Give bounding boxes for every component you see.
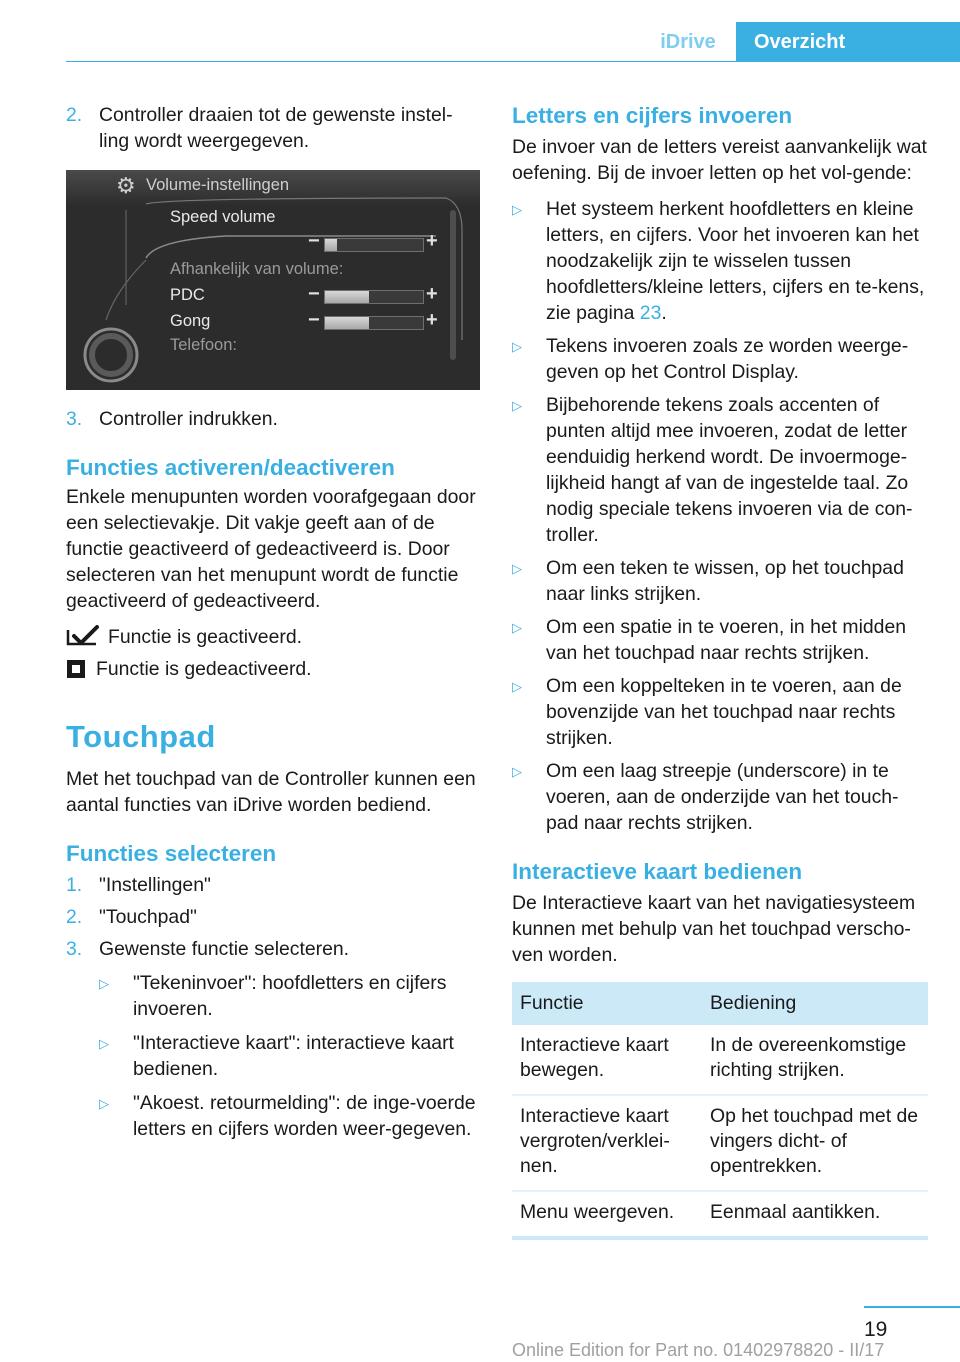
speed-volume-label: Speed volume	[170, 208, 276, 226]
page-number: 19	[864, 1318, 888, 1341]
list-item-text: Om een teken te wissen, op het touchpad naar links strijken.	[546, 557, 904, 605]
step-number: 2.	[66, 906, 83, 928]
triangle-right-icon: ▷	[512, 398, 522, 413]
letters-rules-list	[512, 196, 930, 836]
screen-decor	[66, 170, 480, 390]
list-item-text: Om een koppelteken in te voeren, aan de bovenzijde van het touchpad naar rechts strijken.	[546, 675, 902, 749]
triangle-right-icon: ▷	[99, 976, 109, 991]
control-display-screenshot	[66, 170, 480, 390]
step-item	[66, 102, 478, 154]
table-bottom-rule	[512, 1236, 928, 1240]
list-item	[512, 614, 930, 666]
header-section: iDrive	[660, 30, 716, 53]
step-item	[66, 936, 478, 962]
triangle-right-icon: ▷	[512, 764, 522, 779]
triangle-right-icon: ▷	[512, 202, 522, 217]
list-item	[512, 673, 930, 751]
gong-label: Gong	[170, 312, 211, 330]
gear-icon: ⚙	[116, 173, 136, 198]
step-text: Controller draaien tot de gewenste instel-ling wordt weergegeven.	[99, 104, 453, 152]
table-header-cell: Functie	[512, 982, 702, 1025]
list-item	[99, 1090, 478, 1142]
table-cell: Interactieve kaart vergroten/verklei-nen.	[512, 1095, 702, 1191]
step-text: "Touchpad"	[99, 906, 197, 928]
telefoon-label: Telefoon:	[170, 336, 237, 354]
step-number: 1.	[66, 874, 83, 896]
speed-volume-slider[interactable]	[324, 238, 424, 252]
table-cell: Eenmaal aantikken.	[710, 1201, 881, 1223]
checkbox-icon	[66, 659, 86, 679]
footer-rule	[864, 1306, 960, 1308]
list-item	[99, 1030, 478, 1082]
activated-row	[66, 624, 478, 650]
list-item-text: "Akoest. retourmelding": de inge-voerde letters en cijfers worden weer-gegeven.	[133, 1092, 476, 1140]
list-item-text: Tekens invoeren zoals ze worden weerge-geven op het Control Display.	[546, 335, 909, 383]
header-rule	[66, 61, 736, 62]
deactivated-row	[66, 656, 478, 682]
speed-volume-fill	[325, 239, 337, 251]
step-number: 3.	[66, 408, 83, 430]
pdc-label: PDC	[170, 286, 205, 304]
step-item	[66, 406, 478, 432]
letters-heading: Letters en cijfers invoeren	[512, 103, 793, 128]
list-item	[512, 758, 930, 836]
step-number: 2.	[66, 104, 83, 126]
list-item	[512, 555, 930, 607]
triangle-right-icon: ▷	[99, 1096, 109, 1111]
pdc-plus[interactable]: +	[426, 283, 438, 305]
kaart-body: De Interactieve kaart van het navigatiesysteem kunnen met behulp van het touchpad verscho-ven worden.	[512, 892, 916, 966]
pdc-slider[interactable]	[324, 290, 424, 304]
pdc-fill	[325, 291, 369, 303]
list-item-text-end: .	[661, 302, 667, 324]
gong-fill	[325, 317, 369, 329]
left-column	[66, 102, 478, 1142]
table-header-cell: Bediening	[702, 982, 928, 1025]
step-text: Gewenste functie selecteren.	[99, 938, 350, 960]
table-row	[512, 1095, 928, 1191]
deactivated-text: Functie is gedeactiveerd.	[96, 658, 312, 680]
screen-title: Volume-instellingen	[146, 176, 290, 194]
speed-volume-minus[interactable]: −	[308, 230, 320, 252]
triangle-right-icon: ▷	[512, 620, 522, 635]
triangle-right-icon: ▷	[512, 679, 522, 694]
list-item	[512, 196, 930, 326]
list-item	[99, 970, 478, 1022]
list-item-text: "Interactieve kaart": interactieve kaart bedienen.	[133, 1032, 454, 1080]
gong-minus[interactable]: −	[308, 309, 320, 331]
touchpad-map-table	[512, 982, 928, 1236]
right-column	[512, 102, 930, 1240]
functies-body: Enkele menupunten worden voorafgegaan door een selectievakje. Dit vakje geeft aan of de functie geactiveerd of gedeactiveerd is. Door selecteren van het menupunt wordt de functie geactiveerd of gedeactiveerd.	[66, 486, 476, 612]
touchpad-heading: Touchpad	[66, 719, 216, 754]
checkmark-icon	[66, 625, 102, 649]
list-item-text: Om een laag streepje (underscore) in te voeren, aan de onderzijde van het touch-pad naar rechts strijken.	[546, 760, 899, 834]
list-item-text: "Tekeninvoer": hoofdletters en cijfers invoeren.	[133, 972, 447, 1020]
list-item-text: Om een spatie in te voeren, in het midden van het touchpad naar rechts strijken.	[546, 616, 907, 664]
list-item-text	[546, 196, 930, 326]
step-text: "Instellingen"	[99, 874, 211, 896]
list-item-text-part: Het systeem herkent hoofdletters en kleine letters, en cijfers. Voor het invoeren kan het noodzakelijk zijn te wisselen tussen hoofdletters/kleine letters, cijfers en te-kens, zie pagina	[546, 198, 925, 324]
functies-heading: Functies activeren/deactiveren	[66, 455, 395, 480]
triangle-right-icon: ▷	[99, 1036, 109, 1051]
table-cell: Menu weergeven.	[520, 1201, 675, 1223]
gong-slider[interactable]	[324, 316, 424, 330]
table-row	[512, 1191, 928, 1236]
list-item	[512, 392, 930, 548]
activated-text: Functie is geactiveerd.	[108, 626, 303, 648]
triangle-right-icon: ▷	[512, 339, 522, 354]
step-item	[66, 904, 478, 930]
touchpad-body: Met het touchpad van de Controller kunnen een aantal functies van iDrive worden bediend.	[66, 768, 476, 816]
step-text: Controller indrukken.	[99, 408, 278, 430]
touchpad-options-list	[99, 970, 478, 1142]
page-link[interactable]: 23	[639, 302, 662, 324]
step-item	[66, 872, 478, 898]
table-header-row	[512, 982, 928, 1025]
table-cell: Op het touchpad met de vingers dicht- of opentrekken.	[702, 1095, 928, 1191]
pdc-minus[interactable]: −	[308, 283, 320, 305]
step-number: 3.	[66, 938, 83, 960]
table-cell: Interactieve kaart bewegen.	[512, 1025, 702, 1095]
gong-plus[interactable]: +	[426, 309, 438, 331]
table-cell: In de overeenkomstige richting strijken.	[702, 1025, 928, 1095]
steps-list	[66, 872, 478, 962]
table-row	[512, 1025, 928, 1095]
afhankelijk-label: Afhankelijk van volume:	[170, 260, 344, 278]
footer-edition: Online Edition for Part no. 01402978820 - II/17	[512, 1340, 885, 1360]
letters-body: De invoer van de letters vereist aanvankelijk wat oefening. Bij de invoer letten op het vol-gende:	[512, 136, 927, 184]
selecteren-heading: Functies selecteren	[66, 841, 277, 866]
kaart-heading: Interactieve kaart bedienen	[512, 859, 803, 884]
speed-volume-plus[interactable]: +	[426, 230, 438, 252]
header-chapter: Overzicht	[736, 22, 960, 62]
list-item	[512, 333, 930, 385]
list-item-text: Bijbehorende tekens zoals accenten of punten altijd mee invoeren, zodat de letter eenduidig herkend wordt. De invoermoge-lijkheid hangt af van de ingestelde taal. Zo nodig speciale tekens invoeren via de con-troller.	[546, 394, 913, 546]
triangle-right-icon: ▷	[512, 561, 522, 576]
